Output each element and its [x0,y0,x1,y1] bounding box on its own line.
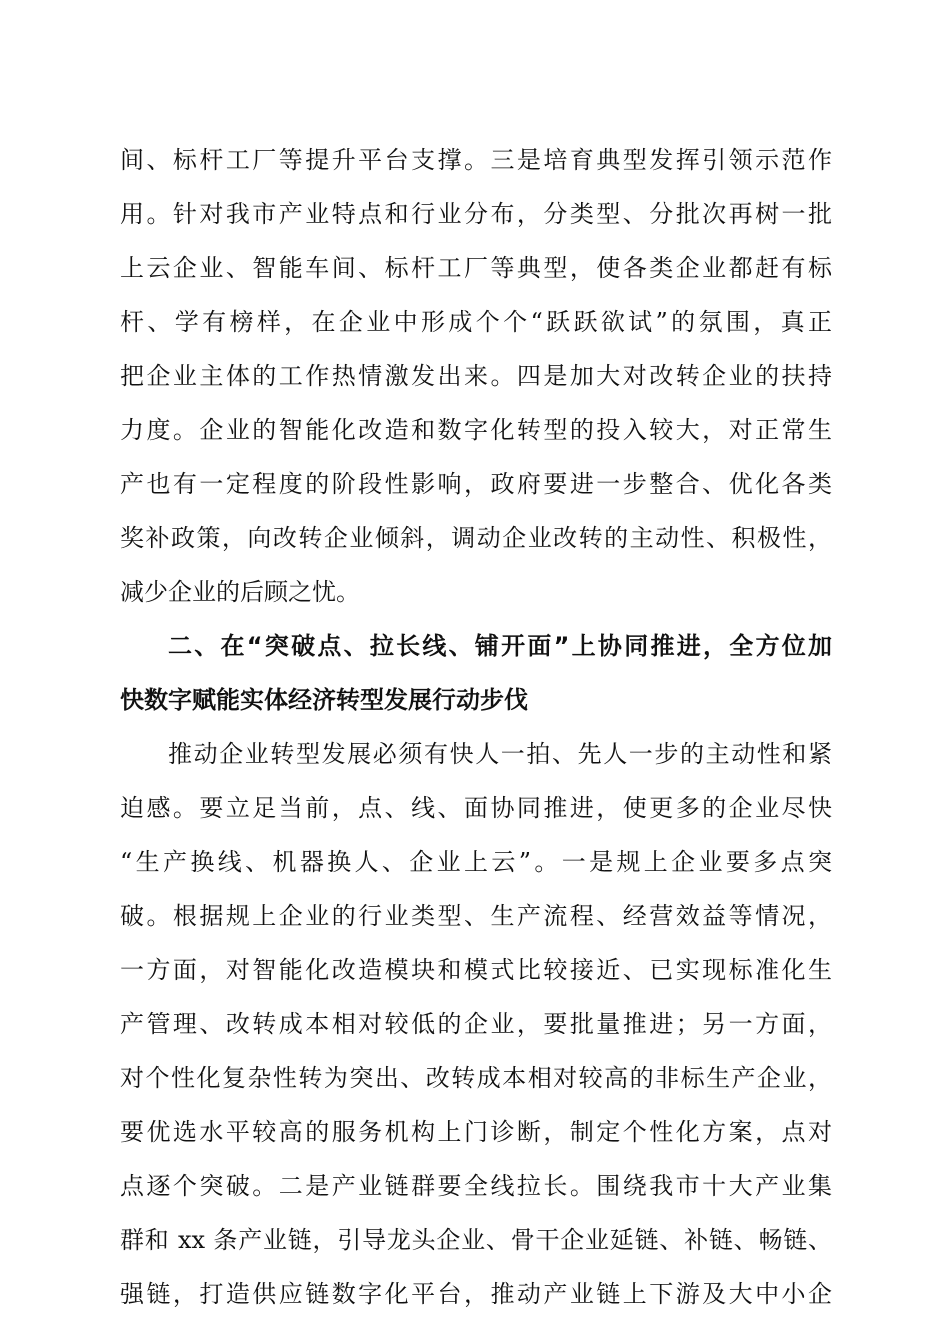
paragraph-1-line: 产也有一定程度的阶段性影响，政府要进一步整合、优化各类 [120,470,832,498]
paragraph-1-line: 间、标杆工厂等提升平台支撑。三是培育典型发挥引领示范作 [120,146,832,174]
paragraph-1-line: 上云企业、智能车间、标杆工厂等典型，使各类企业都赶有标 [120,254,832,282]
paragraph-2-line: 对个性化复杂性转为突出、改转成本相对较高的非标生产企业， [120,1064,832,1092]
paragraph-2-line: 点逐个突破。二是产业链群要全线拉长。围绕我市十大产业集 [120,1172,832,1200]
paragraph-2-line: 群和 xx 条产业链，引导龙头企业、骨干企业延链、补链、畅链、 [120,1226,832,1254]
paragraph-2-line: 要优选水平较高的服务机构上门诊断，制定个性化方案，点对 [120,1118,832,1146]
paragraph-1-line: 力度。企业的智能化改造和数字化转型的投入较大，对正常生 [120,416,832,444]
paragraph-1-line: 奖补政策，向改转企业倾斜，调动企业改转的主动性、积极性， [120,524,832,552]
paragraph-2-line: 迫感。要立足当前，点、线、面协同推进，使更多的企业尽快 [120,794,832,822]
section-heading-line: 快数字赋能实体经济转型发展行动步伐 [120,686,528,714]
paragraph-1-line: 杆、学有榜样，在企业中形成个个“跃跃欲试”的氛围，真正 [120,308,832,336]
paragraph-2-line: “生产换线、机器换人、企业上云”。一是规上企业要多点突 [120,848,832,876]
paragraph-1-line: 把企业主体的工作热情激发出来。四是加大对改转企业的扶持 [120,362,832,390]
paragraph-1-line: 用。针对我市产业特点和行业分布，分类型、分批次再树一批 [120,200,832,228]
paragraph-1-line: 减少企业的后顾之忧。 [120,578,360,606]
paragraph-2-line: 破。根据规上企业的行业类型、生产流程、经营效益等情况， [120,902,832,930]
paragraph-2-line: 产管理、改转成本相对较低的企业，要批量推进；另一方面， [120,1010,832,1038]
paragraph-2-line: 强链，打造供应链数字化平台，推动产业链上下游及大中小企 [120,1280,832,1308]
paragraph-2-line: 推动企业转型发展必须有快人一拍、先人一步的主动性和紧 [168,740,832,768]
section-heading-line: 二、在“突破点、拉长线、铺开面”上协同推进，全方位加 [168,632,832,660]
paragraph-2-line: 一方面，对智能化改造模块和模式比较接近、已实现标准化生 [120,956,832,984]
